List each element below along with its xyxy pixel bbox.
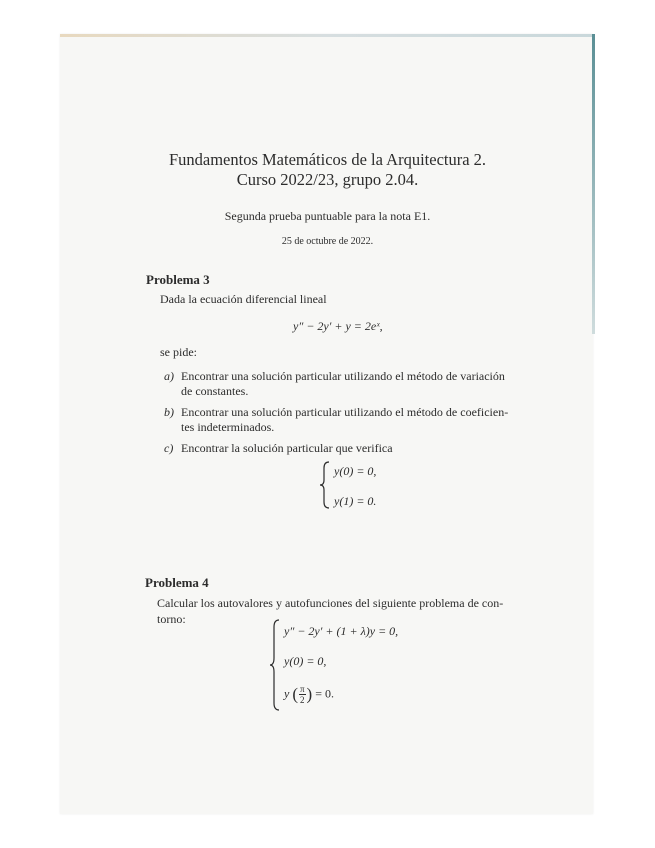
- item-c-line-1: Encontrar la solución particular que verifica: [181, 441, 393, 455]
- system-eq-2: y(0) = 0,: [284, 654, 327, 668]
- system-eq-1: y″ − 2y′ + (1 + λ)y = 0,: [284, 624, 399, 638]
- item-a-line-2: de constantes.: [181, 384, 249, 398]
- item-b-marker: b): [164, 405, 174, 419]
- problem-4-heading: Problema 4: [145, 575, 209, 590]
- pi-over-2-fraction: $\frac{\pi}{2}$: [300, 684, 305, 705]
- problem-4-line-1: Calcular los autovalores y autofunciones del siguiente problema de con-: [157, 596, 504, 610]
- condition-2: y(1) = 0.: [334, 494, 377, 508]
- item-b-line-2: tes indeterminados.: [181, 420, 275, 434]
- problem-4-line-2: torno:: [157, 612, 186, 626]
- condition-1: y(0) = 0,: [334, 464, 377, 478]
- item-c-marker: c): [164, 441, 174, 455]
- problem-3-ask: se pide:: [160, 345, 197, 359]
- problem-3-equation: y″ − 2y′ + y = 2eˣ,: [293, 319, 383, 333]
- left-brace-icon: [318, 460, 332, 510]
- system-eq-3: y ( $\frac{\pi}{2}$ ) = 0.: [284, 684, 334, 705]
- problem-3-intro: Dada la ecuación diferencial lineal: [160, 292, 327, 306]
- exam-date: 25 de octubre de 2022.: [281, 236, 374, 247]
- left-brace-icon-large: [268, 618, 282, 712]
- item-a-marker: a): [164, 369, 174, 383]
- problem-3-heading: Problema 3: [146, 272, 210, 287]
- item-b-line-1: Encontrar una solución particular utilizando el método de coeficien-: [181, 405, 509, 419]
- title-line-1: Fundamentos Matemáticos de la Arquitectura 2.: [168, 150, 487, 169]
- subtitle: Segunda prueba puntuable para la nota E1.: [224, 209, 431, 223]
- title-line-2: Curso 2022/23, grupo 2.04.: [236, 170, 419, 189]
- item-a-line-1: Encontrar una solución particular utilizando el método de variación: [181, 369, 505, 383]
- sheet-top-edge: [60, 34, 593, 37]
